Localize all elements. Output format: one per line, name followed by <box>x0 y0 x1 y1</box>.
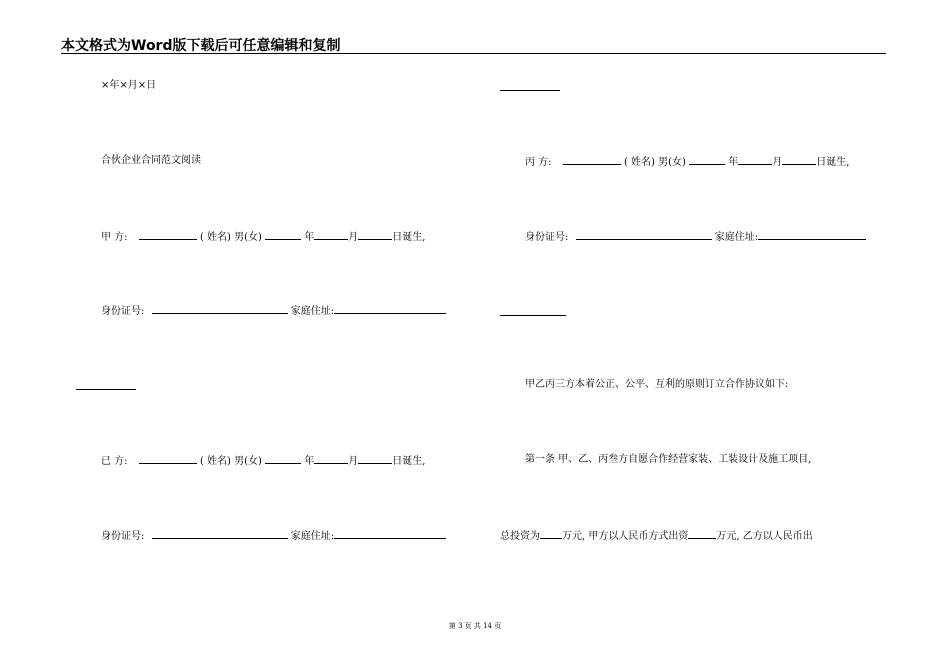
party-a-year-blank[interactable] <box>314 230 348 240</box>
id-a-address-blank[interactable] <box>334 304 446 314</box>
id-a-number-blank[interactable] <box>152 304 288 314</box>
total-investment-blank[interactable] <box>540 529 562 539</box>
party-c-name-blank[interactable] <box>563 155 621 165</box>
investment-prefix: 总投资为 <box>500 531 540 542</box>
investment-line <box>500 529 813 543</box>
id-b-line <box>101 529 446 543</box>
id-b-address-blank[interactable] <box>334 529 446 539</box>
party-c-month-blank[interactable] <box>782 155 816 165</box>
party-a-year: 年 <box>304 232 315 243</box>
page-header-title: 本文格式为Word版下载后可任意编辑和复制 <box>61 38 341 54</box>
agreement-intro: 甲乙丙三方本着公正、公平、互利的原则订立合作协议如下: <box>525 379 789 390</box>
party-a-name-blank[interactable] <box>139 230 197 240</box>
party-c-gender: 男(女) <box>658 157 686 168</box>
id-c-number-blank[interactable] <box>576 230 712 240</box>
party-b-year: 年 <box>304 456 315 467</box>
id-a-label: 身份证号: <box>101 306 145 317</box>
party-a-label: 甲 方: <box>101 232 128 243</box>
continuation-rule-top-right <box>500 90 560 91</box>
id-c-address-label: 家庭住址: <box>714 232 759 243</box>
party-a-line <box>101 230 425 244</box>
id-c-address-blank[interactable] <box>758 230 866 240</box>
document-title: 合伙企业合同范文阅读 <box>101 155 201 166</box>
id-b-number-blank[interactable] <box>152 529 288 539</box>
party-a-age-blank[interactable] <box>265 230 301 240</box>
party-b-birth: 日诞生, <box>392 456 426 467</box>
party-c-label: 丙 方: <box>525 157 552 168</box>
article-1: 第一条 甲、乙、丙叁方自愿合作经营家装、工装设计及施工项目, <box>525 454 812 465</box>
party-b-name-blank[interactable] <box>139 454 197 464</box>
party-b-label: 已 方: <box>101 456 128 467</box>
party-b-line <box>101 454 425 468</box>
party-a-investment-blank[interactable] <box>688 529 716 539</box>
party-c-age-blank[interactable] <box>689 155 725 165</box>
party-b-year-blank[interactable] <box>314 454 348 464</box>
party-b-month: 月 <box>348 456 359 467</box>
continuation-rule-left <box>76 389 136 390</box>
party-c-year: 年 <box>728 157 739 168</box>
party-c-name-hint: ( 姓名) <box>623 157 655 168</box>
investment-unit-1: 万元, 甲方以人民币方式出资 <box>562 531 689 542</box>
party-a-month-blank[interactable] <box>358 230 392 240</box>
party-c-birth: 日诞生, <box>816 157 850 168</box>
investment-unit-2: 万元, 乙方以人民币出 <box>716 531 813 542</box>
id-b-label: 身份证号: <box>101 531 145 542</box>
page-footer: 第 3 页 共 14 页 <box>448 622 502 630</box>
id-a-line <box>101 304 446 318</box>
header-divider <box>61 53 886 54</box>
party-a-birth: 日诞生, <box>392 232 426 243</box>
id-b-address-label: 家庭住址: <box>290 531 335 542</box>
party-c-month: 月 <box>772 157 783 168</box>
party-b-name-hint: ( 姓名) <box>199 456 231 467</box>
id-c-line <box>525 230 866 244</box>
id-a-address-label: 家庭住址: <box>290 306 335 317</box>
party-a-name-hint: ( 姓名) <box>199 232 231 243</box>
party-b-gender: 男(女) <box>234 456 262 467</box>
party-a-gender: 男(女) <box>234 232 262 243</box>
party-a-month: 月 <box>348 232 359 243</box>
party-c-year-blank[interactable] <box>738 155 772 165</box>
date-line: ×年×月×日 <box>101 80 157 91</box>
party-b-age-blank[interactable] <box>265 454 301 464</box>
continuation-rule-mid-right <box>500 315 566 316</box>
party-c-line <box>525 155 849 169</box>
id-c-label: 身份证号: <box>525 232 569 243</box>
party-b-month-blank[interactable] <box>358 454 392 464</box>
